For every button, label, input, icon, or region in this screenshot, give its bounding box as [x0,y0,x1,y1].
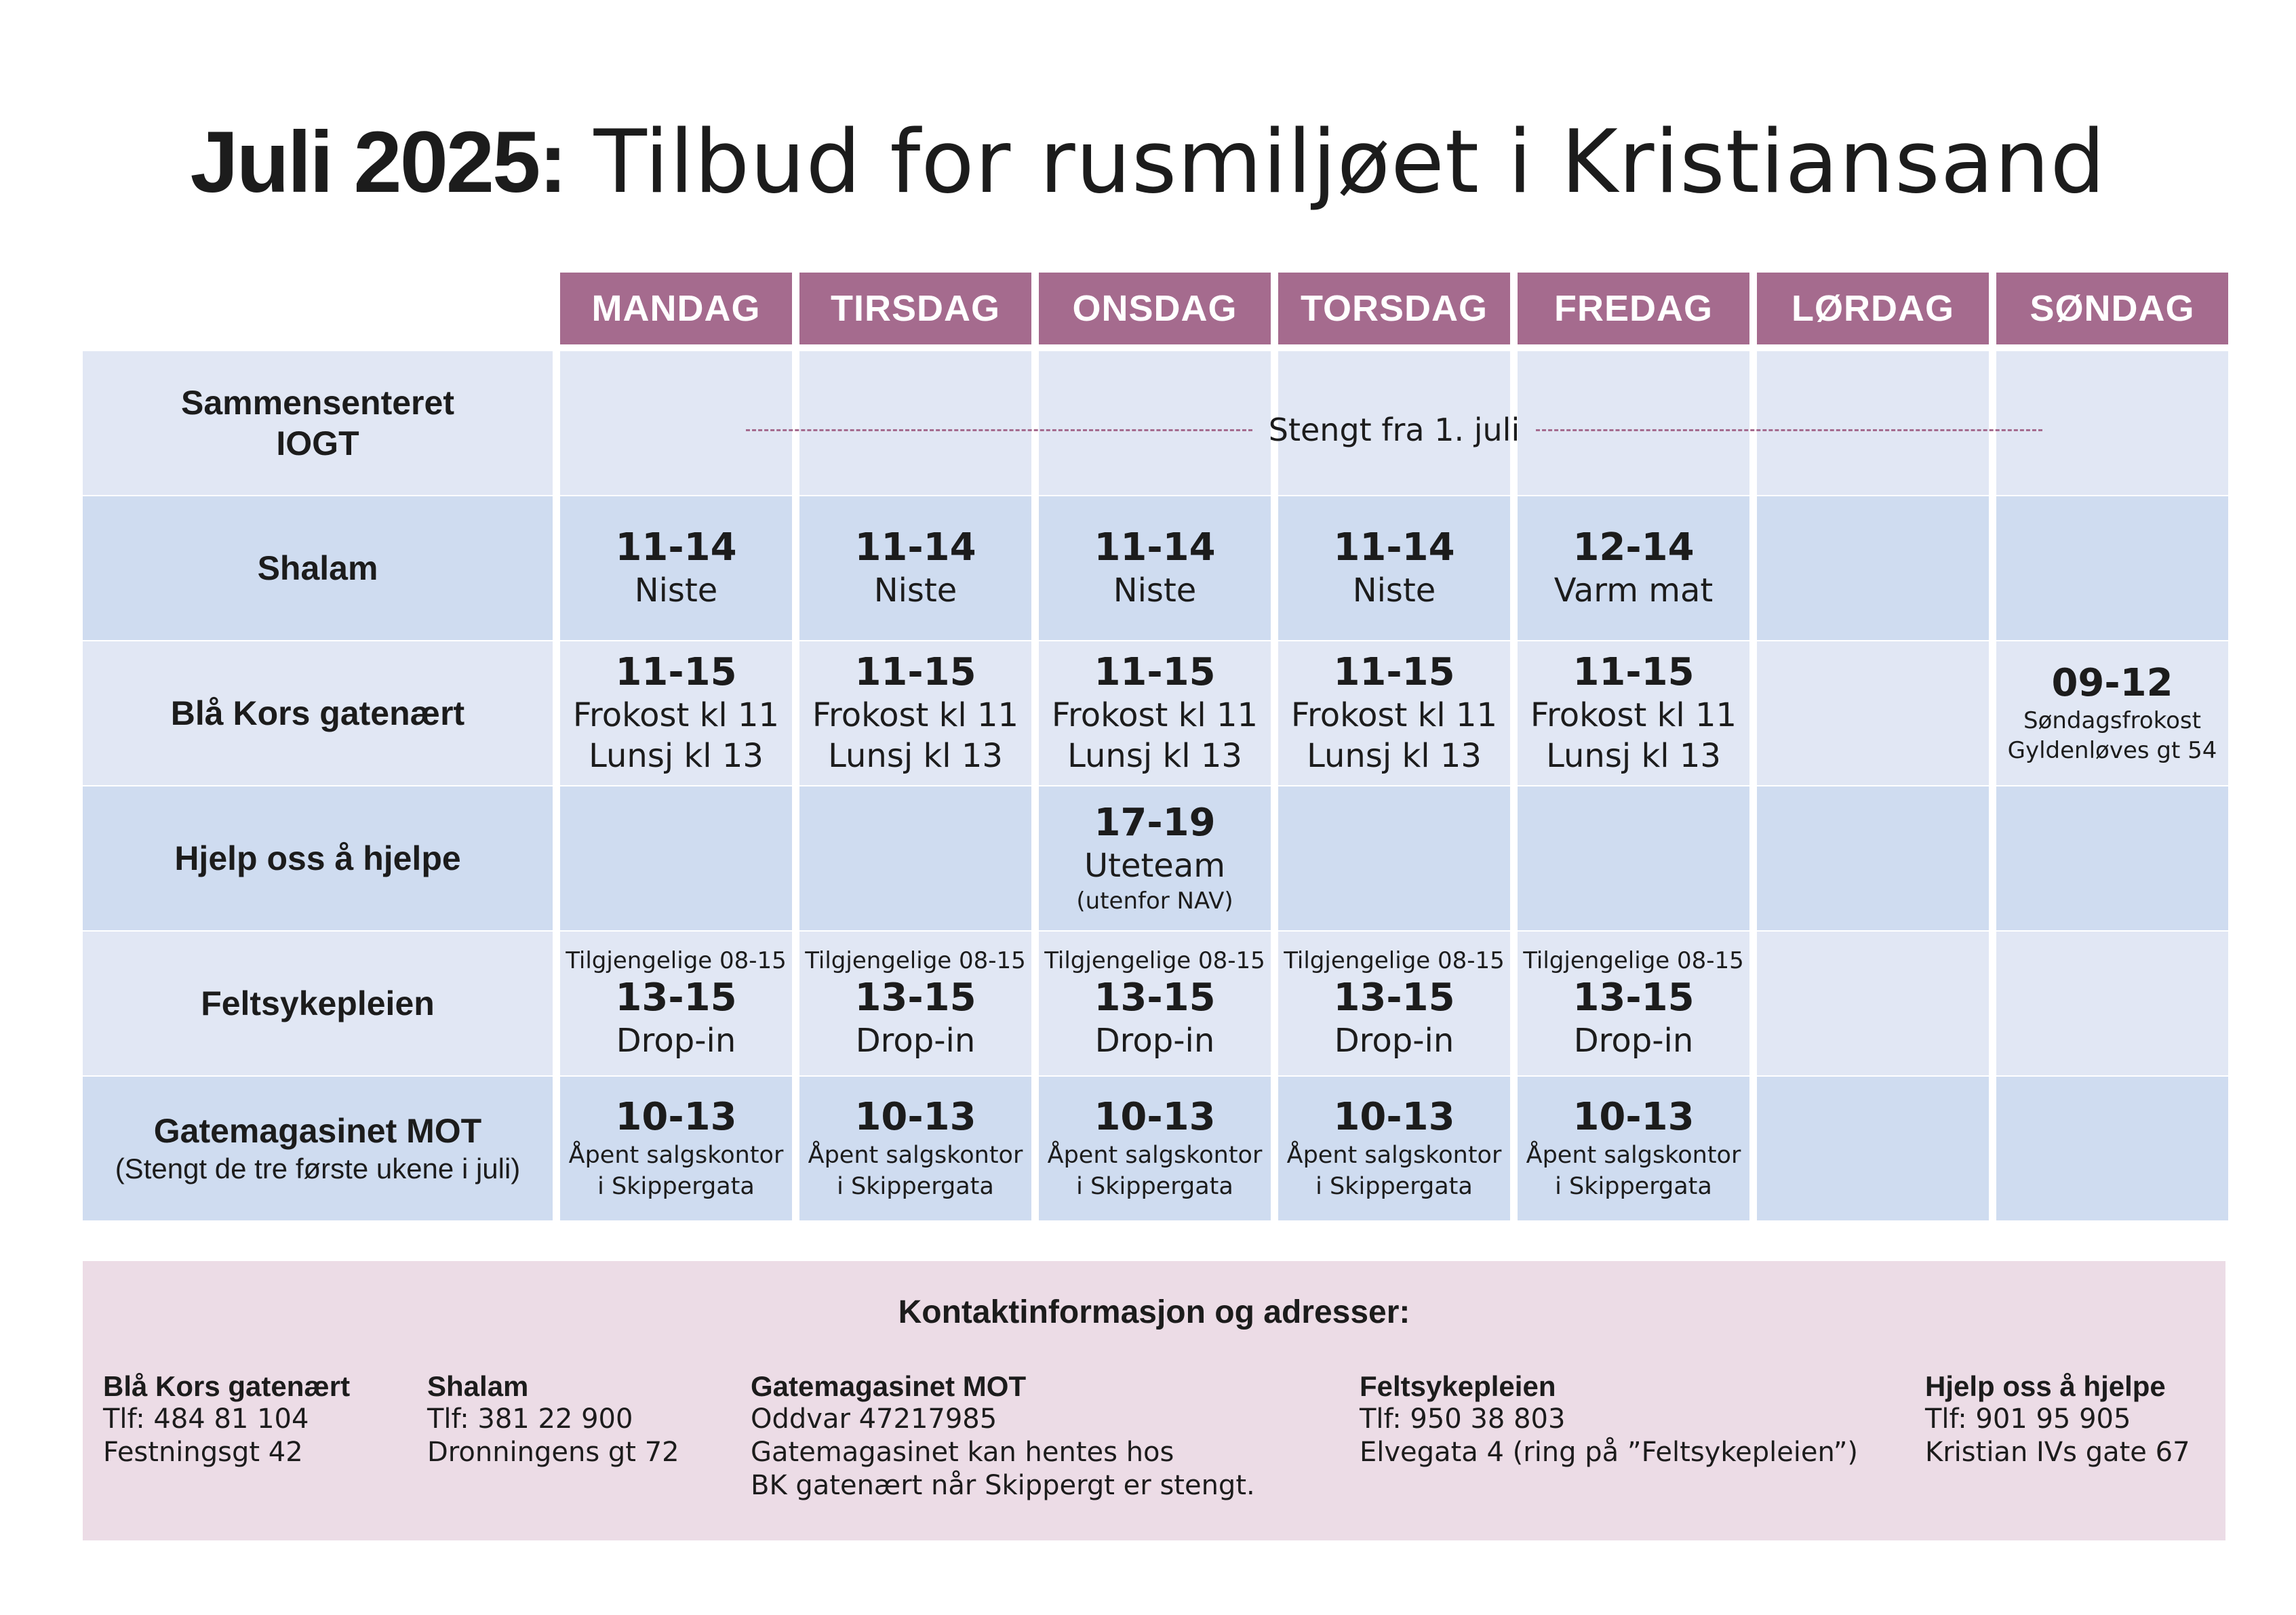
dashed-line-right [1536,429,2042,431]
cell-felt-sun [1996,932,2228,1075]
page-title [0,102,2296,224]
closed-notice [746,407,2042,453]
cell-line: Lunsj kl 13 [1307,737,1482,775]
day-header-saturday: LØRDAG [1757,273,1989,344]
cell-availability: Tilgjengelige 08-15 [1523,947,1744,974]
contact-name: Blå Kors gatenært [103,1370,351,1402]
cell-time: 13-15 [1333,976,1455,1020]
cell-hjelp-sat [1757,786,1989,930]
cell-mot-thu [1278,1077,1510,1220]
cell-desc: Drop-in [1094,1022,1215,1060]
row-sublabel: (Stengt de tre første ukene i juli) [115,1153,521,1184]
cell-line: Åpent salgskontor [1047,1142,1263,1169]
cell-shalam-tue [799,496,1031,640]
cell-time: 11-15 [1094,650,1216,694]
day-header-thursday: TORSDAG [1278,273,1510,344]
day-header-monday: MANDAG [560,273,792,344]
cell-shalam-sat [1757,496,1989,640]
cell-bla-kors-tue [799,641,1031,785]
cell-note: (utenfor NAV) [1076,888,1233,915]
row-label-text: Gatemagasinet MOT [153,1112,482,1150]
contact-line: Festningsgt 42 [103,1437,303,1468]
contact-feltsykepleien [1360,1370,1858,1469]
cell-time: 13-15 [1572,976,1695,1020]
cell-line: Lunsj kl 13 [1067,737,1242,775]
contact-bla-kors [103,1370,350,1469]
cell-time: 11-14 [1333,525,1455,570]
cell-time: 11-14 [854,525,976,570]
cell-desc: Drop-in [1334,1022,1454,1060]
cell-time: 10-13 [854,1095,976,1139]
cell-line: Frokost kl 11 [572,696,780,734]
cell-felt-thu [1278,932,1510,1075]
cell-bla-kors-thu [1278,641,1510,785]
title-month: Juli 2025: [190,114,566,211]
cell-mot-mon [560,1077,792,1220]
cell-time: 10-13 [1572,1095,1695,1139]
cell-hjelp-fri [1518,786,1749,930]
cell-time: 11-15 [1572,650,1695,694]
row-label-text: Hjelp oss å hjelpe [174,839,461,877]
row-label-line: IOGT [276,424,359,462]
cell-shalam-thu [1278,496,1510,640]
cell-hjelp-thu [1278,786,1510,930]
contact-line: BK gatenært når Skippergt er stengt. [751,1470,1255,1501]
contact-name: Shalam [427,1370,529,1402]
cell-mot-sat [1757,1077,1989,1220]
cell-line: Frokost kl 11 [1290,696,1498,734]
cell-felt-sat [1757,932,1989,1075]
cell-time: 09-12 [2051,661,2173,705]
contact-line: Tlf: 484 81 104 [103,1403,309,1435]
cell-time: 11-15 [1333,650,1455,694]
row-label-shalam [83,496,553,640]
cell-time: 13-15 [854,976,976,1020]
contact-name: Gatemagasinet MOT [751,1370,1027,1402]
cell-line: i Skippergata [1315,1173,1473,1200]
contact-line: Gatemagasinet kan hentes hos [751,1437,1174,1468]
cell-line: Åpent salgskontor [568,1142,784,1169]
cell-time: 13-15 [615,976,737,1020]
cell-shalam-wed [1039,496,1271,640]
cell-felt-fri [1518,932,1749,1075]
cell-time: 11-14 [1094,525,1216,570]
cell-time: 11-15 [854,650,976,694]
contact-mot [751,1370,1255,1502]
cell-mot-tue [799,1077,1031,1220]
cell-line: Åpent salgskontor [1526,1142,1741,1169]
contact-line: Kristian IVs gate 67 [1925,1437,2190,1468]
contact-box [83,1261,2225,1540]
cell-bla-kors-fri [1518,641,1749,785]
cell-shalam-sun [1996,496,2228,640]
cell-felt-tue [799,932,1031,1075]
day-header-wednesday: ONSDAG [1039,273,1271,344]
cell-time: 11-15 [615,650,737,694]
row-label-mot [83,1077,553,1220]
contact-line: Tlf: 381 22 900 [427,1403,633,1435]
title-text: Tilbud for rusmiljøet i Kristiansand [565,112,2106,213]
day-header-friday: FREDAG [1518,273,1749,344]
cell-felt-wed [1039,932,1271,1075]
cell-line: Lunsj kl 13 [828,737,1003,775]
cell-mot-sun [1996,1077,2228,1220]
cell-hjelp-sun [1996,786,2228,930]
cell-bla-kors-sat [1757,641,1989,785]
cell-desc: Uteteam [1084,847,1225,885]
cell-desc: Niste [1352,572,1436,610]
cell-availability: Tilgjengelige 08-15 [805,947,1026,974]
cell-line: Gyldenløves gt 54 [2007,737,2217,764]
row-label-feltsykepleien [83,932,553,1075]
cell-time: 10-13 [1094,1095,1216,1139]
cell-line: i Skippergata [1555,1173,1712,1200]
row-label-hjelp [83,786,553,930]
cell-time: 11-14 [615,525,737,570]
contact-line: Oddvar 47217985 [751,1403,997,1435]
cell-line: Lunsj kl 13 [1546,737,1721,775]
cell-availability: Tilgjengelige 08-15 [1044,947,1265,974]
contact-shalam [427,1370,679,1469]
cell-desc: Drop-in [855,1022,976,1060]
cell-desc: Drop-in [616,1022,736,1060]
dashed-line-left [746,429,1252,431]
cell-hjelp-mon [560,786,792,930]
cell-time: 10-13 [1333,1095,1455,1139]
cell-availability: Tilgjengelige 08-15 [566,947,787,974]
contact-line: Dronningens gt 72 [427,1437,679,1468]
cell-desc: Niste [634,572,718,610]
cell-time: 12-14 [1572,525,1695,570]
contact-line: Tlf: 901 95 905 [1925,1403,2131,1435]
row-label-text: Shalam [257,549,378,587]
cell-bla-kors-mon [560,641,792,785]
cell-felt-mon [560,932,792,1075]
contact-line: Elvegata 4 (ring på ”Feltsykepleien”) [1360,1437,1859,1468]
contact-name: Hjelp oss å hjelpe [1925,1370,2166,1402]
cell-mot-wed [1039,1077,1271,1220]
cell-line: Frokost kl 11 [1530,696,1737,734]
day-header-tuesday: TIRSDAG [799,273,1031,344]
cell-line: Lunsj kl 13 [589,737,764,775]
cell-hjelp-tue [799,786,1031,930]
cell-bla-kors-wed [1039,641,1271,785]
cell-line: Frokost kl 11 [812,696,1019,734]
cell-line: Søndagsfrokost [2023,707,2201,734]
cell-hjelp-wed [1039,786,1271,930]
contact-name: Feltsykepleien [1360,1370,1556,1402]
cell-mot-fri [1518,1077,1749,1220]
cell-time: 13-15 [1094,976,1216,1020]
cell-line: Frokost kl 11 [1051,696,1259,734]
cell-desc: Niste [873,572,957,610]
contact-line: Tlf: 950 38 803 [1360,1403,1566,1435]
cell-bla-kors-sun [1996,641,2228,785]
cell-line: Åpent salgskontor [808,1142,1023,1169]
cell-availability: Tilgjengelige 08-15 [1284,947,1505,974]
row-label-text: Feltsykepleien [201,984,435,1022]
row-label-bla-kors [83,641,553,785]
contact-hjelp [1925,1370,2190,1469]
day-header-sunday: SØNDAG [1996,273,2228,344]
cell-desc: Niste [1113,572,1197,610]
cell-line: i Skippergata [1076,1173,1233,1200]
cell-shalam-mon [560,496,792,640]
cell-desc: Varm mat [1553,572,1714,610]
cell-time: 10-13 [615,1095,737,1139]
cell-time: 17-19 [1094,801,1216,845]
row-label-text: Blå Kors gatenært [170,694,465,732]
contact-title: Kontaktinformasjon og adresser: [898,1294,1410,1330]
row-label-line: Sammensenteret [181,384,454,422]
cell-shalam-fri [1518,496,1749,640]
row-label-sammensenteret [83,351,553,495]
cell-line: i Skippergata [597,1173,755,1200]
cell-line: Åpent salgskontor [1286,1142,1502,1169]
cell-line: i Skippergata [837,1173,994,1200]
cell-desc: Drop-in [1573,1022,1694,1060]
closed-text: Stengt fra 1. juli [1268,412,1520,448]
